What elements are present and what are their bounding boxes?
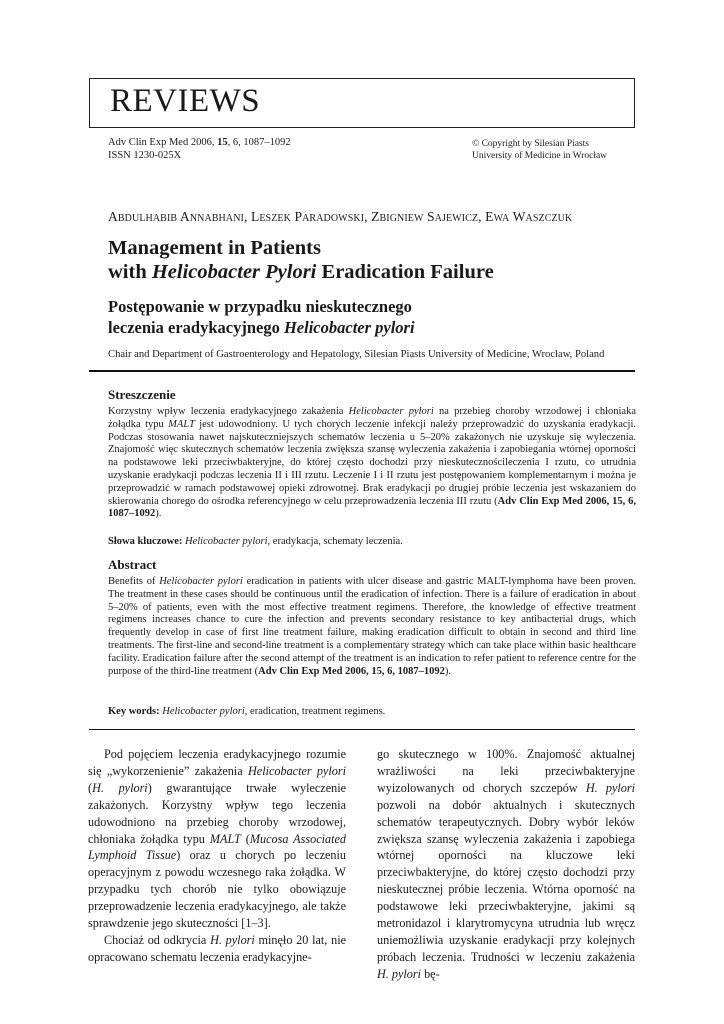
paragraph: Pod pojęciem leczenia eradykacyjnego rozumie się „wykorzenienie” zakażenia Helicobacter pylori (H. pylori) gwarantujące trwałe wyleczenie zakażonych. Korzystny wpływ tego leczenia udowodniono na przebieg choroby wrzodowej, chłoniaka żołądka typu MALT (Mucosa Associated Lymphoid Tissue) oraz u chorych po leczeniu operacyjnym z powodu wczesnego raka żołądka. W przypadku tych chorób nie tylko obowiązuje przeprowadzenie leczenia eradykacyjnego, ale także sprawdzenie jego skuteczności [1–3].	[88, 747, 346, 931]
streszczenie-text: Korzystny wpływ leczenia eradykacyjnego zakażenia Helicobacter pylori na przebieg choroby wrzodowej i chłoniaka żołądka typu MALT jest udowodniony. U tych chorych leczenie infekcji należy przeprowadzić do uzyskania eradykacji. Podczas stosowania nawet najskuteczniejszych schematów leczenia u 5–20% zakażonych nie uzyskuje się wyleczenia. Znajomość więc skutecznych schematów leczenia zwiększa szansę wyleczenia zakażenia i zapobiegania wtórnej oporności na podstawowe leki przeciwbakteryjne, do której często dochodzi przy nieskutecznościleczenia I rzutu, co utrudnia uzyskanie eradykacji podczas leczenia II i III rzutu. Leczenie I i II rzutu jest postępowaniem komplementarnym i można je przeprowadzić w ramach podstawowej opieki zdrowotnej. Brak eradykacji po drugiej próbie leczenia jest wskazaniem do skierowania chorego do ośrodka referencyjnego w celu przeprowadzenia leczenia III rzutu (Adv Clin Exp Med 2006, 15, 6, 1087–1092).	[108, 406, 636, 520]
article-title-en: Management in Patients with Helicobacter Pylori Eradication Failure	[108, 237, 494, 283]
journal-volume: 15	[217, 137, 228, 148]
journal-citation: Adv Clin Exp Med 2006, 15, 6, 1087–1092 ISSN 1230-025X	[108, 137, 291, 161]
body-column-left	[88, 746, 346, 966]
slowa-kluczowe: Słowa kluczowe: Helicobacter pylori, eradykacja, schematy leczenia.	[108, 536, 403, 547]
divider	[89, 729, 635, 730]
issn: ISSN 1230-025X	[108, 150, 182, 161]
paragraph: go skutecznego w 100%. Znajomość aktualnej wrażliwości na leki przeciwbakteryjne wyizolowanych od chorych szczepów H. pylori pozwoli na dobór aktualnych i skutecznych schematów terapeutycznych. Dobry wybór leków zwiększa szansę wyleczenia zakażenia i zapobiega wtórnej oporności na kluczowe leki przeciwbakteryjne, do której często dochodzi przy nieskutecznej próbie leczenia. Wtórna oporność na podstawowe leki przeciwbakteryjne, jakimi są metronidazol i klarytromycyna utrudnia lub wręcz uniemożliwia uzyskanie eradykacji przy kolejnych próbach leczenia. Trudności w leczeniu zakażenia H. pylori bę-	[377, 747, 635, 981]
affiliation: Chair and Department of Gastroenterology and Hepatology, Silesian Piasts University of Medicine, Wrocław, Poland	[108, 349, 605, 360]
abstract-heading: Abstract	[108, 557, 157, 572]
body-column-right	[377, 746, 635, 983]
section-header-box	[89, 78, 635, 128]
abstract-text: Benefits of Helicobacter pylori eradication in patients with ulcer disease and gastric MALT-lymphoma have been proven. The treatment in these cases should be continuous until the eradication of infection. There is a failure of eradication in about 5–20% of patients, even with the most effective treatment regimens. Therefore, the knowledge of effective treatment regimens increases chance to cure the infection and prevents secondary resistance to key antibacterial drugs, which frequently develop in case of first line treatment failure, making eradication difficult to obtain in second and third line treatments. The first-line and second-line treatment is a complementary strategy which can take place within basic healthcare facility. Eradication failure after the second attempt of the treatment is an indication to refer patient to reference centre for the purpose of the third-line treatment (Adv Clin Exp Med 2006, 15, 6, 1087–1092).	[108, 576, 636, 677]
key-words: Key words: Helicobacter pylori, eradication, treatment regimens.	[108, 706, 386, 717]
streszczenie-heading: Streszczenie	[108, 387, 176, 402]
author-list: Abdulhabib Annabhani, Leszek Paradowski, Zbigniew Sajewicz, Ewa Waszczuk	[108, 209, 573, 224]
divider	[89, 370, 635, 372]
section-label: REVIEWS	[110, 83, 261, 119]
article-title-pl: Postępowanie w przypadku nieskutecznego leczenia eradykacyjnego Helicobacter pylori	[108, 297, 415, 337]
paragraph: Chociaż od odkrycia H. pylori minęło 20 lat, nie opracowano schematu leczenia eradykacyjne-	[88, 932, 347, 964]
copyright-notice: © Copyright by Silesian Piasts University of Medicine in Wrocław	[472, 139, 608, 161]
